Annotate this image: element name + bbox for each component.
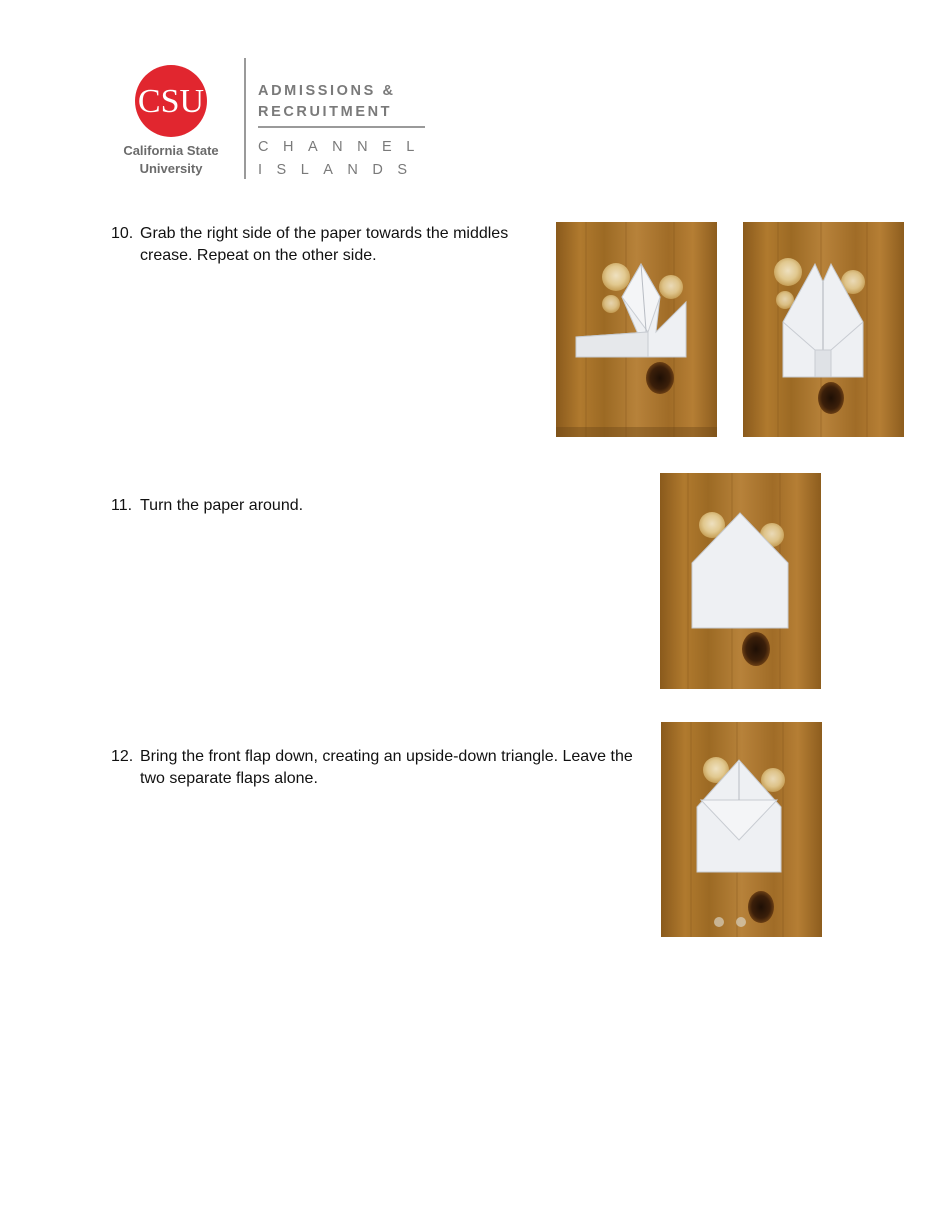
department-title — [258, 81, 396, 123]
step-number: 10. — [111, 225, 134, 242]
step-text: Turn the paper around. — [140, 497, 304, 514]
csu-logo — [108, 58, 236, 183]
university-name — [108, 142, 234, 178]
university-line-2: University — [139, 161, 203, 176]
step-11-photo — [660, 473, 821, 689]
campus-line-2: ISLANDS — [258, 162, 422, 178]
campus-line-1: CHANNEL — [258, 139, 429, 155]
step-10-photo-b — [743, 222, 904, 437]
logo-monogram: CSU — [137, 83, 205, 120]
step-10-photo-a — [556, 222, 717, 437]
university-line-1: California State — [123, 143, 219, 158]
header-divider — [244, 58, 246, 179]
step-12-photo — [661, 722, 822, 937]
step-number: 11. — [111, 497, 133, 514]
csu-seal-icon — [134, 64, 208, 138]
step-text: Grab the right side of the paper towards the middles crease. Repeat on the other side. — [140, 225, 509, 264]
department-line-1: ADMISSIONS & — [258, 83, 396, 99]
step-text: Bring the front flap down, creating an upside-down triangle. Leave the two separate flaps alone. — [140, 748, 633, 787]
campus-name — [258, 136, 429, 182]
department-underline — [258, 126, 425, 128]
step-number: 12. — [111, 748, 134, 765]
department-line-2: RECRUITMENT — [258, 104, 393, 120]
